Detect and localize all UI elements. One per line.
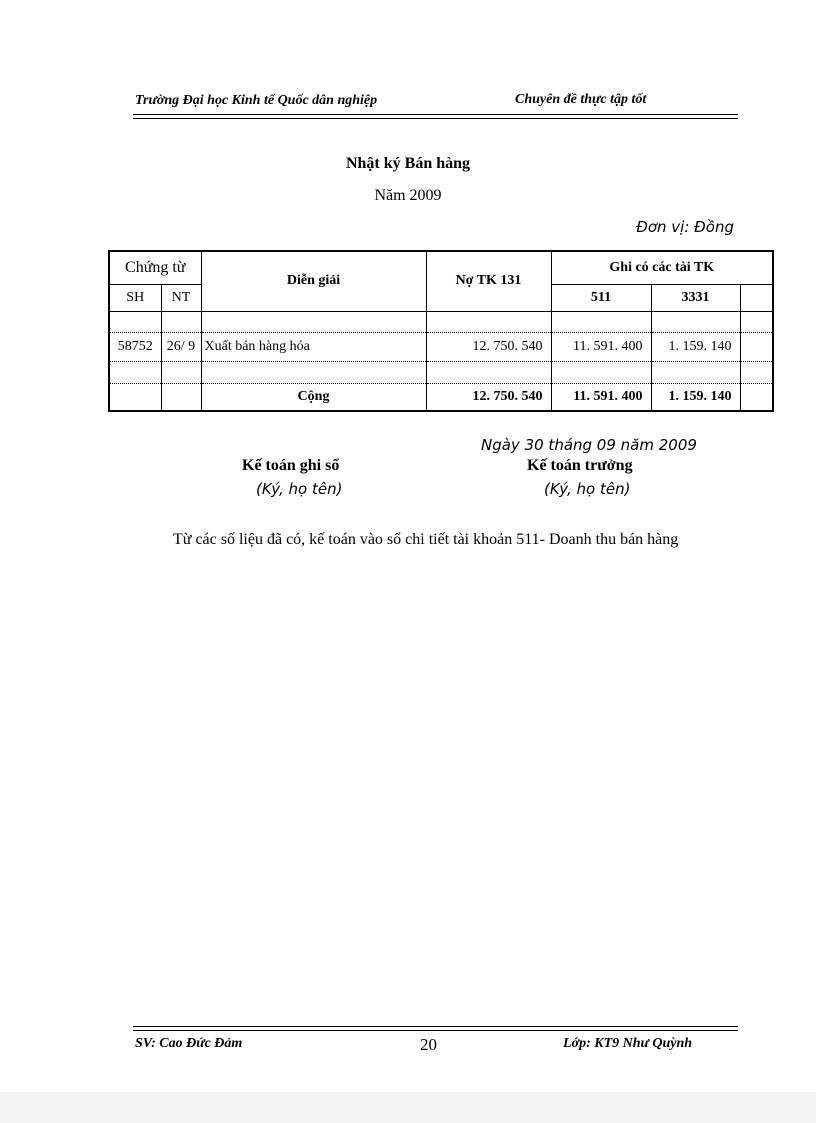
row-sh: 58752: [109, 332, 161, 361]
page-bottom-shade: [0, 1092, 816, 1123]
header-school: Trường Đại học Kinh tế Quốc dân nghiệp: [135, 93, 378, 108]
sales-journal-table: [108, 250, 774, 412]
document-title: Nhật ký Bán hàng: [345, 155, 471, 172]
footer-class: Lớp: KT9 Như Quỳnh: [563, 1036, 693, 1051]
signature-date: Ngày 30 tháng 09 năm 2009: [481, 436, 697, 454]
header-no-tk131: Nợ TK 131: [426, 251, 551, 311]
header-rule: [133, 114, 738, 119]
signature-right-title: Kế toán trưởng: [527, 457, 633, 474]
page-number: 20: [420, 1035, 437, 1054]
signature-right-subtitle: (Ký, họ tên): [544, 480, 631, 498]
header-blank: [740, 284, 773, 311]
document-year: Năm 2009: [374, 187, 442, 204]
total-3331: 1. 159. 140: [651, 383, 740, 411]
row-nt: 26/ 9: [161, 332, 201, 361]
row-3331: 1. 159. 140: [651, 332, 740, 361]
footer-student: SV: Cao Đức Đảm: [135, 1036, 243, 1051]
total-no: 12. 750. 540: [426, 383, 551, 411]
signature-left-title: Kế toán ghi sổ: [242, 457, 340, 474]
row-no: 12. 750. 540: [426, 332, 551, 361]
header-511: 511: [551, 284, 651, 311]
header-chungtu: Chứng từ: [109, 251, 201, 284]
spacer-row: [109, 311, 773, 332]
total-label: Cộng: [201, 383, 426, 411]
row-diengiai: Xuất bán hàng hóa: [201, 332, 426, 361]
blank-row: [109, 361, 773, 383]
table-row: [109, 332, 773, 361]
table-header-row-1: [109, 251, 773, 284]
signature-left-subtitle: (Ký, họ tên): [256, 480, 343, 498]
header-ghico: Ghi có các tài TK: [551, 251, 773, 284]
currency-unit: Đơn vị: Đồng: [636, 218, 734, 236]
header-report-title: Chuyên đề thực tập tốt: [515, 92, 647, 107]
header-nt: NT: [161, 284, 201, 311]
header-3331: 3331: [651, 284, 740, 311]
total-511: 11. 591. 400: [551, 383, 651, 411]
header-sh: SH: [109, 284, 161, 311]
body-paragraph: Từ các số liệu đã có, kế toán vào sổ chi tiết tài khoản 511- Doanh thu bán hàng: [173, 531, 679, 548]
footer-rule: [133, 1026, 738, 1031]
header-diengiai: Diễn giải: [201, 251, 426, 311]
total-row: [109, 383, 773, 411]
row-511: 11. 591. 400: [551, 332, 651, 361]
